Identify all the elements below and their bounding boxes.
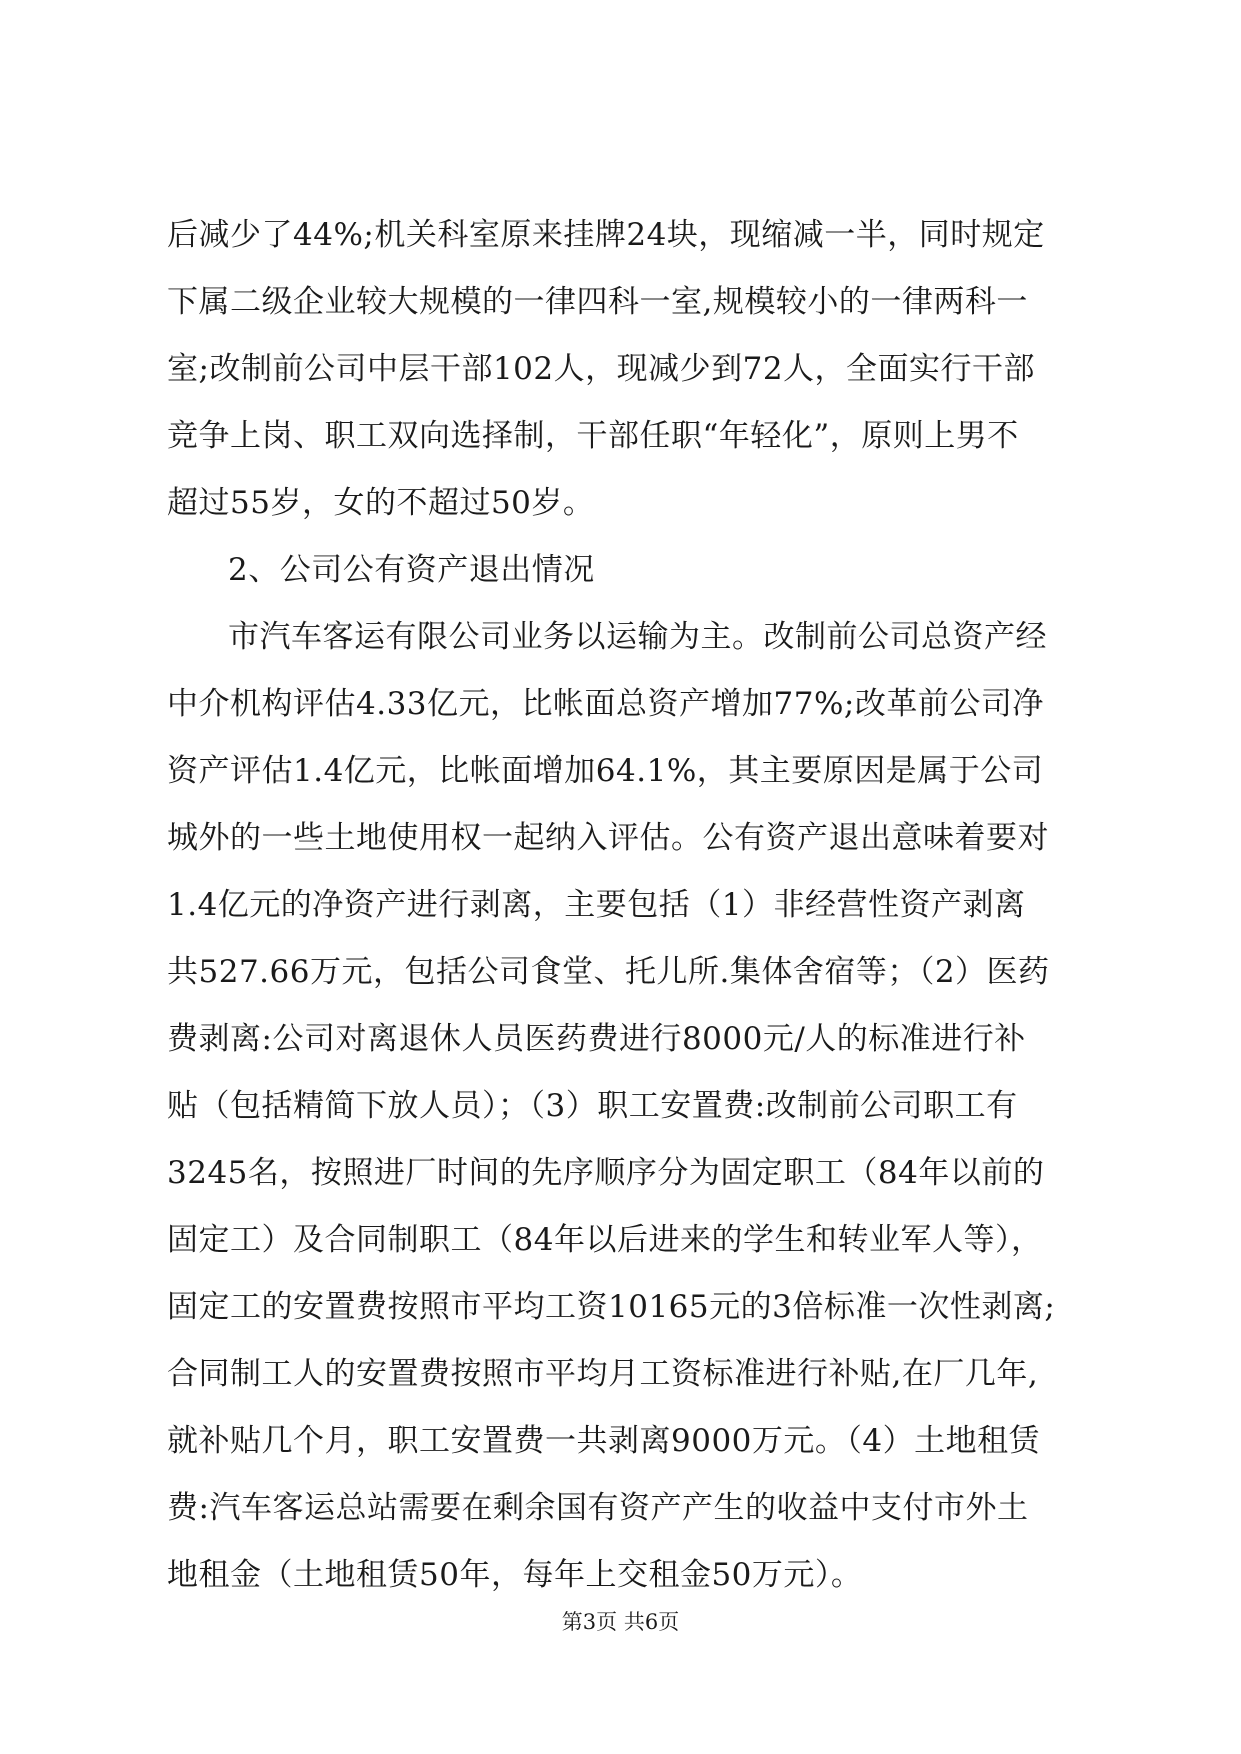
paragraph-line: 下属二级企业较大规模的一律四科一室,规模较小的一律两科一 [167,284,1028,320]
paragraph-line: 就补贴几个月，职工安置费一共剥离9000万元。（4）土地租赁 [167,1423,1041,1459]
paragraph-line: 资产评估1.4亿元，比帐面增加64.1%，其主要原因是属于公司 [167,753,1044,789]
paragraph-line: 费:汽车客运总站需要在剩余国有资产产生的收益中支付市外土 [167,1490,1029,1526]
paragraph-line: 超过55岁，女的不超过50岁。 [167,485,595,521]
paragraph-line: 合同制工人的安置费按照市平均月工资标准进行补贴,在厂几年, [167,1356,1039,1392]
page-number-footer: 第3页 共6页 [561,1610,680,1634]
paragraph-line: 城外的一些土地使用权一起纳入评估。公有资产退出意味着要对 [167,820,1049,856]
paragraph-line: 后减少了44%;机关科室原来挂牌24块，现缩减一半，同时规定 [167,217,1045,253]
paragraph-line: 贴（包括精简下放人员）；（3）职工安置费:改制前公司职工有 [167,1088,1018,1124]
paragraph-line: 共527.66万元，包括公司食堂、托儿所.集体舍宿等；（2）医药 [167,954,1050,990]
paragraph-line: 费剥离:公司对离退休人员医药费进行8000元/人的标准进行补 [167,1021,1026,1057]
paragraph-line: 固定工的安置费按照市平均工资10165元的3倍标准一次性剥离; [167,1289,1056,1325]
paragraph-line: 中介机构评估4.33亿元，比帐面总资产增加77%;改革前公司净 [167,686,1044,722]
paragraph-line: 地租金（土地租赁50年，每年上交租金50万元）。 [167,1557,863,1593]
paragraph-line: 固定工）及合同制职工（84年以后进来的学生和转业军人等）， [167,1222,1043,1258]
paragraph-line: 市汽车客运有限公司业务以运输为主。改制前公司总资产经 [228,619,1047,655]
paragraph-line: 3245名，按照进厂时间的先序顺序分为固定职工（84年以前的 [167,1155,1045,1191]
paragraph-line: 1.4亿元的净资产进行剥离，主要包括（1）非经营性资产剥离 [167,887,1026,923]
paragraph-line: 竞争上岗、职工双向选择制，干部任职“年轻化”，原则上男不 [167,418,1019,454]
paragraph-line: 室;改制前公司中层干部102人，现减少到72人，全面实行干部 [167,351,1036,387]
section-heading: 2、公司公有资产退出情况 [228,552,595,588]
